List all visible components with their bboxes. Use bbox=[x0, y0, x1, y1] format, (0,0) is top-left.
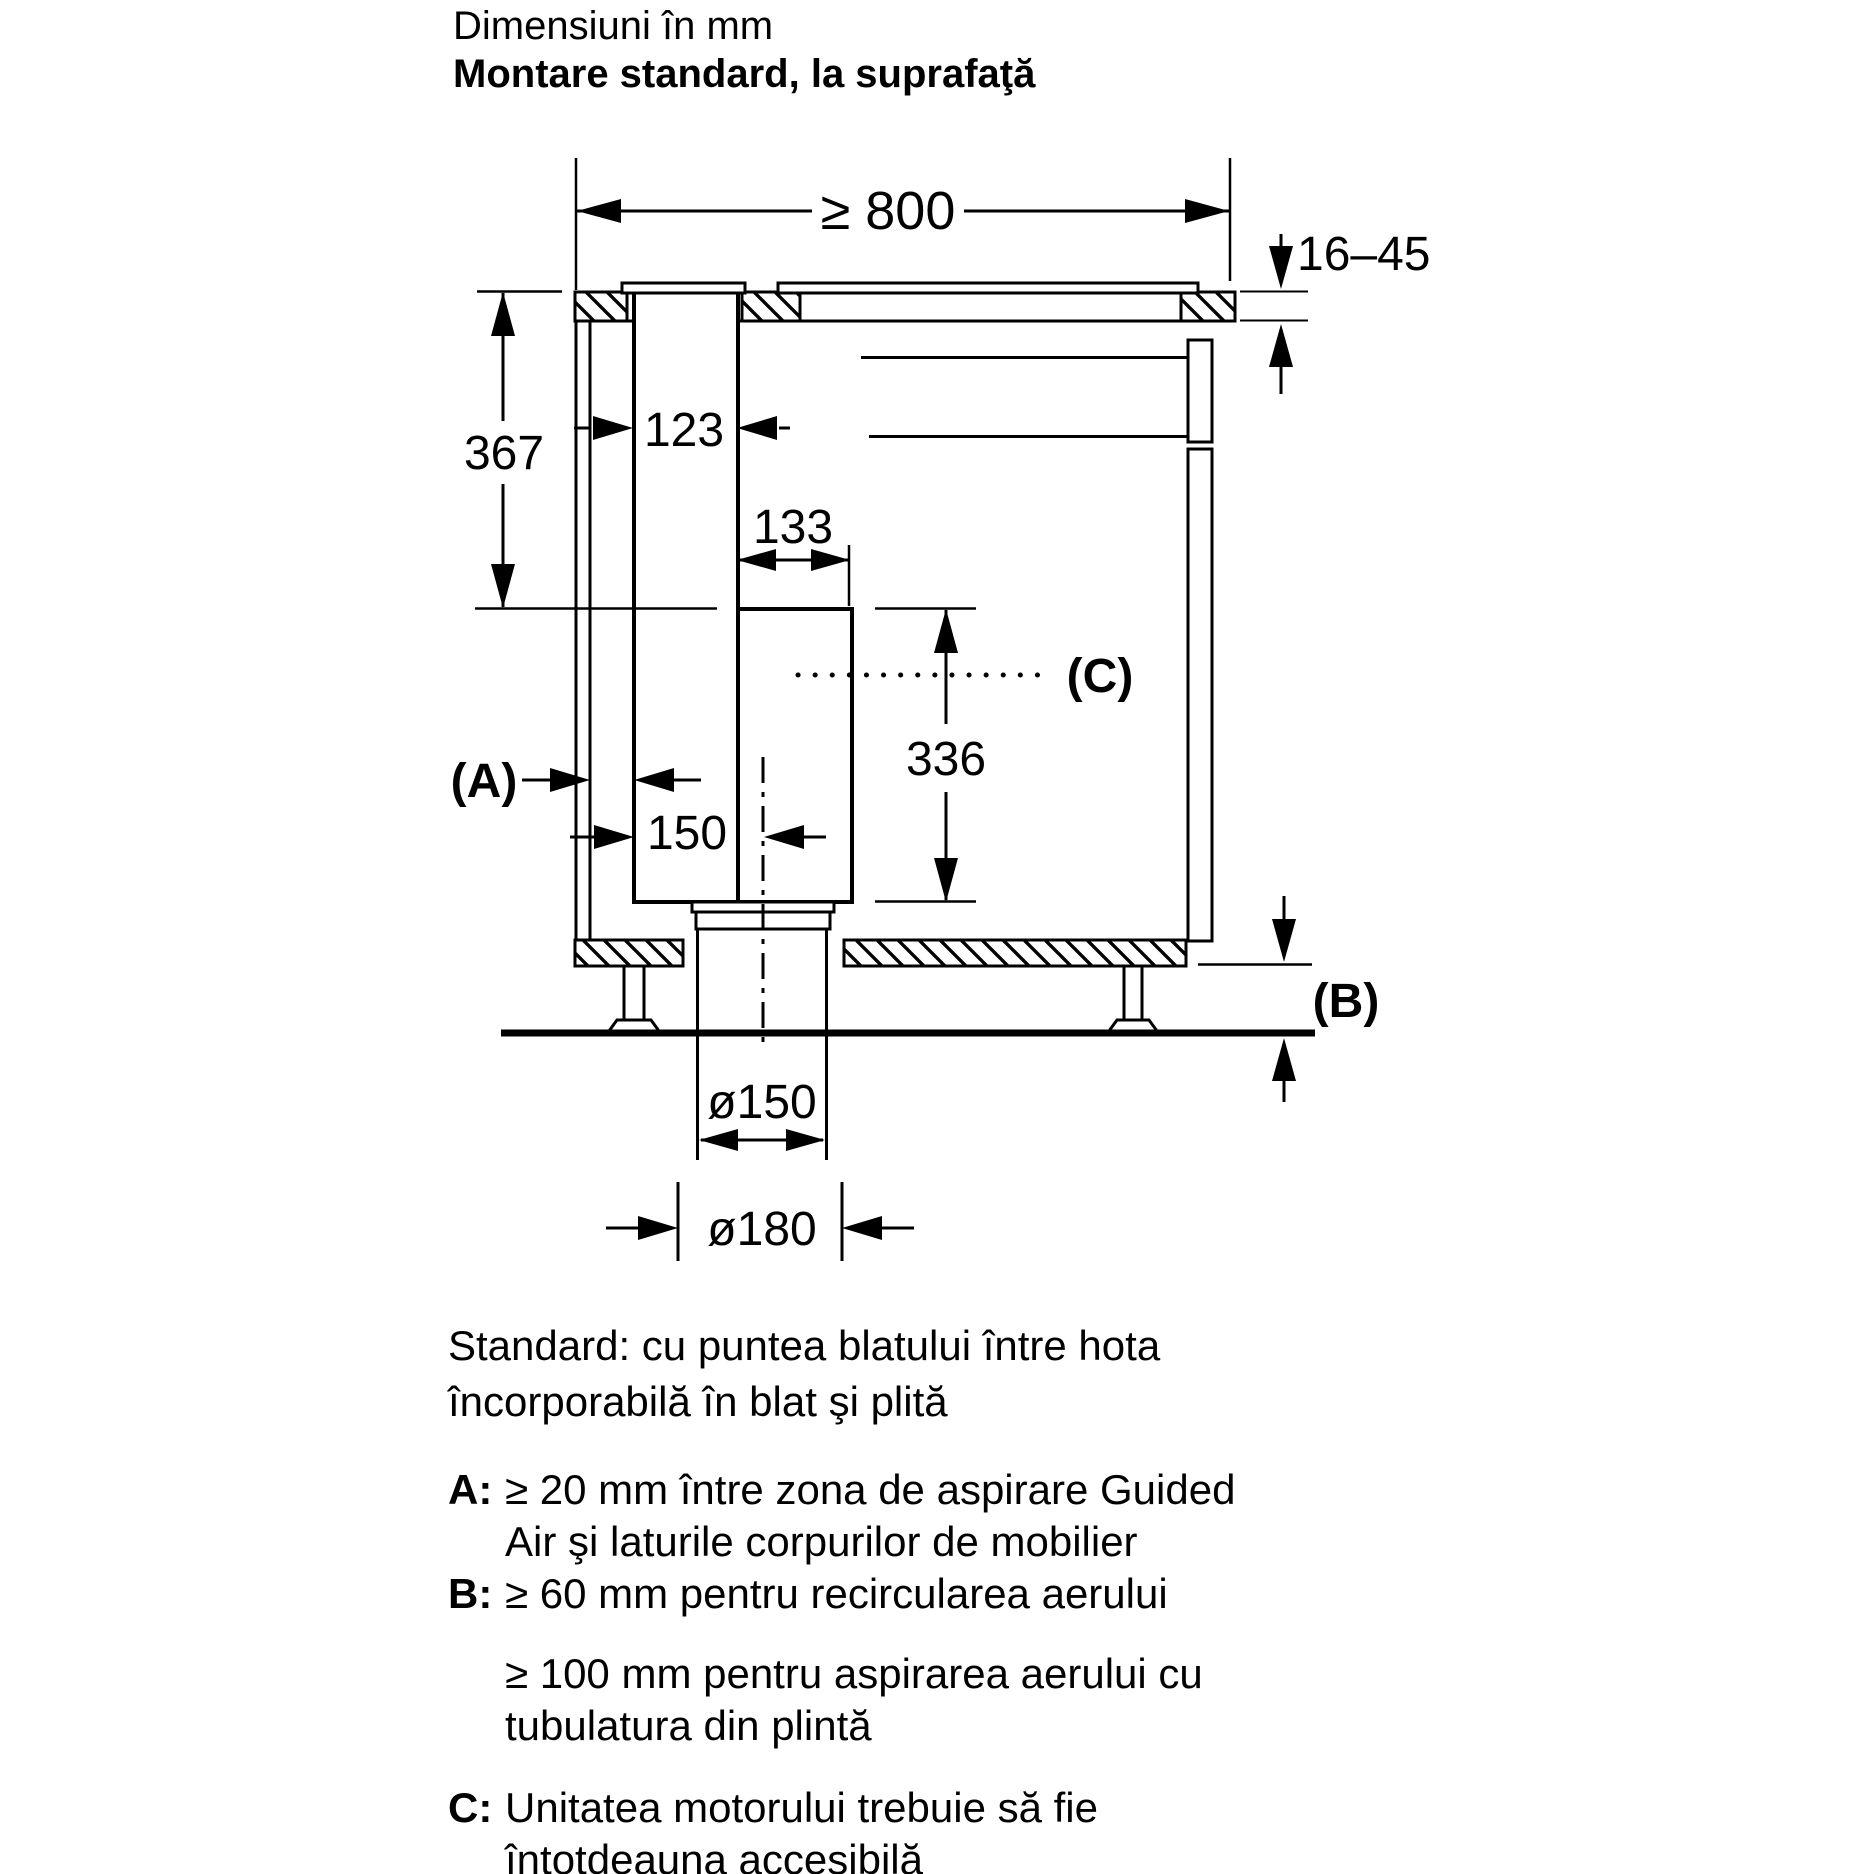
cabinet-interior-lines bbox=[861, 358, 1188, 437]
note-a-label-spacer bbox=[448, 1516, 505, 1568]
note-c-line2: întotdeauna accesibilă bbox=[505, 1836, 923, 1874]
hob-top-plate bbox=[778, 283, 1198, 293]
worktop-hatch-middle bbox=[742, 292, 800, 321]
note-extraction bbox=[505, 1648, 1203, 1752]
left-cabinet-wall bbox=[576, 321, 590, 940]
dim-width-min: ≥ 800 bbox=[820, 181, 956, 241]
title-mounting-type: Montare standard, la suprafaţă bbox=[453, 52, 1036, 96]
note-c-line1: Unitatea motorului trebuie să fie bbox=[505, 1784, 1098, 1831]
note-extraction-line2: tubulatura din plintă bbox=[505, 1702, 872, 1749]
title-units: Dimensiuni în mm bbox=[453, 4, 774, 48]
worktop-hatch-right bbox=[1181, 292, 1235, 321]
motor-unit-box bbox=[738, 609, 852, 902]
right-wall-upper bbox=[1188, 340, 1212, 442]
note-c-label-spacer bbox=[448, 1834, 505, 1874]
note-extraction-line1: ≥ 100 mm pentru aspirarea aerului cu bbox=[505, 1650, 1203, 1697]
dim-motor-width-133: 133 bbox=[752, 501, 834, 554]
right-foot-stem bbox=[1124, 966, 1142, 1020]
dim-duct-width-123: 123 bbox=[643, 404, 725, 457]
dim-pipe-d180: ø180 bbox=[707, 1203, 817, 1256]
dim-height-367: 367 bbox=[463, 427, 545, 480]
right-foot-base bbox=[1109, 1020, 1157, 1031]
label-a: (A) bbox=[450, 755, 518, 808]
dim-pipe-d150: ø150 bbox=[707, 1076, 817, 1129]
note-a-b bbox=[448, 1464, 1235, 1620]
note-standard-line2: încorporabilă în blat şi plită bbox=[448, 1378, 948, 1425]
note-a-label: A: bbox=[448, 1466, 493, 1513]
note-c bbox=[448, 1782, 1098, 1874]
note-standard bbox=[448, 1318, 1160, 1430]
right-wall-lower bbox=[1188, 449, 1212, 941]
bottom-panel-left bbox=[575, 940, 683, 966]
dim-worktop-thickness: 16–45 bbox=[1297, 228, 1431, 281]
cabinet-structure bbox=[501, 283, 1315, 1160]
worktop-hatch-left bbox=[575, 292, 627, 321]
note-b-label: B: bbox=[448, 1570, 493, 1617]
dim-offset-150: 150 bbox=[646, 807, 728, 860]
dim-motor-height-336: 336 bbox=[905, 733, 987, 786]
left-foot-base bbox=[609, 1020, 659, 1031]
hood-top-plate bbox=[622, 283, 745, 293]
note-a-line1: ≥ 20 mm între zona de aspirare Guided bbox=[505, 1466, 1236, 1513]
label-b: (B) bbox=[1312, 975, 1380, 1028]
note-c-label: C: bbox=[448, 1784, 493, 1831]
note-b-line1: ≥ 60 mm pentru recircularea aerului bbox=[505, 1570, 1168, 1617]
left-foot-stem bbox=[624, 966, 644, 1020]
dimension-graphics bbox=[475, 158, 1312, 1261]
bottom-panel-right bbox=[844, 940, 1186, 966]
note-standard-line1: Standard: cu puntea blatului între hota bbox=[448, 1322, 1161, 1369]
note-a-line2: Air şi laturile corpurilor de mobilier bbox=[505, 1518, 1138, 1565]
label-c: (C) bbox=[1066, 650, 1134, 703]
